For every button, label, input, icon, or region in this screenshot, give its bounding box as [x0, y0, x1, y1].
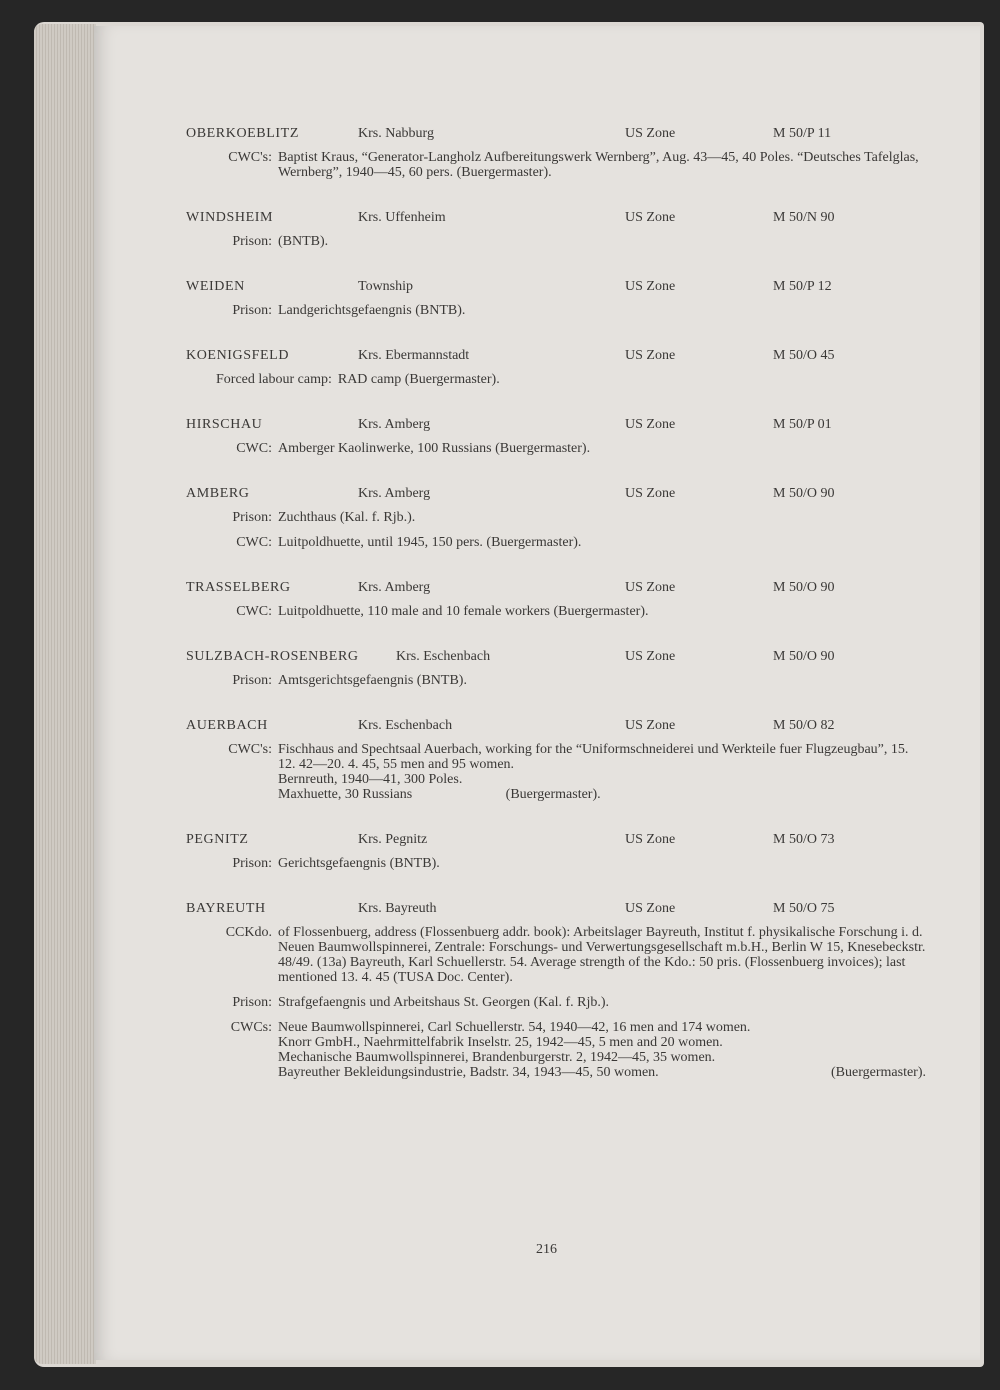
entry-label: CWC's: — [228, 742, 272, 757]
entry-zone: US Zone — [625, 486, 676, 501]
entry-location: AUERBACH — [186, 718, 268, 733]
entry-source: (Buergermaster). — [831, 1065, 926, 1080]
entry-location: OBERKOEBLITZ — [186, 126, 299, 141]
entry-map: M 50/P 01 — [773, 417, 832, 432]
entry-district: Krs. Nabburg — [358, 126, 434, 141]
entry-text: Bayreuther Bekleidungsindustrie, Badstr. 34, 1943—45, 50 women. — [278, 1065, 659, 1080]
entry-label: Prison: — [232, 673, 272, 688]
entry-map: M 50/O 90 — [773, 486, 835, 501]
entry-zone: US Zone — [625, 126, 676, 141]
entry-text: Gerichtsgefaengnis (BNTB). — [278, 856, 440, 871]
entry-district: Krs. Ebermannstadt — [358, 348, 470, 363]
entry-hirschau — [186, 417, 926, 456]
entry-text: Luitpoldhuette, until 1945, 150 pers. (Buergermaster). — [278, 535, 582, 550]
entry-text-block — [278, 1020, 926, 1080]
entry-map: M 50/O 73 — [773, 832, 835, 847]
entry-text: Zuchthaus (Kal. f. Rjb.). — [278, 510, 416, 525]
entry-map: M 50/O 75 — [773, 901, 835, 916]
entry-source: (Buergermaster). — [505, 787, 601, 802]
entry-text: Maxhuette, 30 Russians — [278, 787, 413, 802]
entry-district: Krs. Bayreuth — [358, 901, 437, 916]
entry-text: Fischhaus and Spechtsaal Auerbach, working for the “Uniformschneiderei und Werkteile fuer Flugzeugbau”, 15. 12. 42—20. 4. 45, 55 men and 95 women. — [278, 742, 909, 772]
entry-label: Prison: — [232, 995, 272, 1010]
entry-sulzbach-rosenberg — [186, 649, 926, 688]
entry-map: M 50/O 90 — [773, 580, 835, 595]
entry-text: Bernreuth, 1940—41, 300 Poles. — [278, 772, 463, 787]
entry-text: Mechanische Baumwollspinnerei, Brandenburgerstr. 2, 1942—45, 35 women. — [278, 1050, 716, 1065]
entry-zone: US Zone — [625, 279, 676, 294]
entry-oberkoeblitz — [186, 126, 926, 180]
entry-label: Prison: — [232, 303, 272, 318]
entry-label: CCKdo. — [225, 925, 272, 940]
entry-label: Forced labour camp: — [216, 372, 332, 387]
entry-label: CWC's: — [228, 150, 272, 165]
entry-text: of Flossenbuerg, address (Flossenbuerg addr. book): Arbeitslager Bayreuth, Institut f. physikalische Forschung i. d. Neuen Baumwollspinnerei, Zentrale: Forschungs- und Verwertungsgesellschaft m.b.H., Berlin W 15, Knesebeckstr. 48/49. (13a) Bayreuth, Karl Schuellerstr. 54. Average strength of the Kdo.: 50 pris. (Flossenbuerg invoices); last mentioned 13. 4. 45 (TUSA Doc. Center). — [278, 925, 926, 985]
entry-map: M 50/P 11 — [773, 126, 832, 141]
entry-trasselberg — [186, 580, 926, 619]
entry-koenigsfeld — [186, 348, 926, 387]
entry-pegnitz — [186, 832, 926, 871]
entry-label: Prison: — [232, 510, 272, 525]
entry-label: CWC: — [236, 441, 272, 456]
entry-text: Neue Baumwollspinnerei, Carl Schuellerstr. 54, 1940—42, 16 men and 174 women. — [278, 1020, 751, 1035]
entry-zone: US Zone — [625, 649, 676, 664]
entry-zone: US Zone — [625, 580, 676, 595]
entry-text: Luitpoldhuette, 110 male and 10 female workers (Buergermaster). — [278, 604, 649, 619]
entry-map: M 50/O 90 — [773, 649, 835, 664]
entry-text: Knorr GmbH., Naehrmittelfabrik Inselstr. 25, 1942—45, 5 men and 20 women. — [278, 1035, 723, 1050]
page-number: 216 — [536, 1242, 557, 1257]
entry-zone: US Zone — [625, 901, 676, 916]
entry-text: Amtsgerichtsgefaengnis (BNTB). — [278, 673, 467, 688]
entry-text: (BNTB). — [278, 234, 329, 249]
entry-text: RAD camp (Buergermaster). — [337, 372, 500, 387]
entry-location: BAYREUTH — [186, 901, 266, 916]
entry-location: WINDSHEIM — [186, 210, 274, 225]
entry-location: PEGNITZ — [186, 832, 249, 847]
entry-label: CWC: — [236, 535, 272, 550]
page-content — [186, 126, 926, 1110]
entry-district: Krs. Pegnitz — [358, 832, 428, 847]
entry-label: Prison: — [232, 234, 272, 249]
entry-map: M 50/P 12 — [773, 279, 832, 294]
entry-location: WEIDEN — [186, 279, 245, 294]
entry-text: Baptist Kraus, “Generator-Langholz Aufbereitungswerk Wernberg”, Aug. 43—45, 40 Poles. “Deutsches Tafelglas, Wernberg”, 1940—45, 60 pers. (Buergermaster). — [278, 150, 919, 180]
entry-label: Prison: — [232, 856, 272, 871]
entry-map: M 50/O 45 — [773, 348, 835, 363]
entry-text: Amberger Kaolinwerke, 100 Russians (Buergermaster). — [278, 441, 591, 456]
entry-weiden — [186, 279, 926, 318]
entry-district: Krs. Amberg — [358, 580, 431, 595]
entry-location: AMBERG — [186, 486, 250, 501]
entry-text-block — [278, 742, 926, 802]
entry-map: M 50/N 90 — [773, 210, 835, 225]
entry-amberg — [186, 486, 926, 550]
entry-label: CWC: — [236, 604, 272, 619]
entry-location: SULZBACH-ROSENBERG — [186, 649, 359, 664]
entry-zone: US Zone — [625, 832, 676, 847]
entry-district: Krs. Amberg — [358, 417, 431, 432]
entry-zone: US Zone — [625, 210, 676, 225]
entry-location: HIRSCHAU — [186, 417, 263, 432]
entry-district: Krs. Uffenheim — [358, 210, 446, 225]
entry-district: Krs. Amberg — [358, 486, 431, 501]
entry-zone: US Zone — [625, 417, 676, 432]
entry-bayreuth — [186, 901, 926, 1080]
entry-zone: US Zone — [625, 348, 676, 363]
entry-district: Township — [358, 279, 414, 294]
entry-zone: US Zone — [625, 718, 676, 733]
entry-windsheim — [186, 210, 926, 249]
entry-text: Landgerichtsgefaengnis (BNTB). — [278, 303, 466, 318]
entry-location: TRASSELBERG — [186, 580, 291, 595]
entry-map: M 50/O 82 — [773, 718, 835, 733]
entry-district: Krs. Eschenbach — [396, 649, 491, 664]
entry-location: KOENIGSFELD — [186, 348, 290, 363]
page-edges — [34, 24, 96, 1364]
entry-auerbach — [186, 718, 926, 802]
entry-text: Strafgefaengnis und Arbeitshaus St. Georgen (Kal. f. Rjb.). — [278, 995, 610, 1010]
entry-district: Krs. Eschenbach — [358, 718, 453, 733]
entry-label: CWCs: — [230, 1020, 272, 1035]
